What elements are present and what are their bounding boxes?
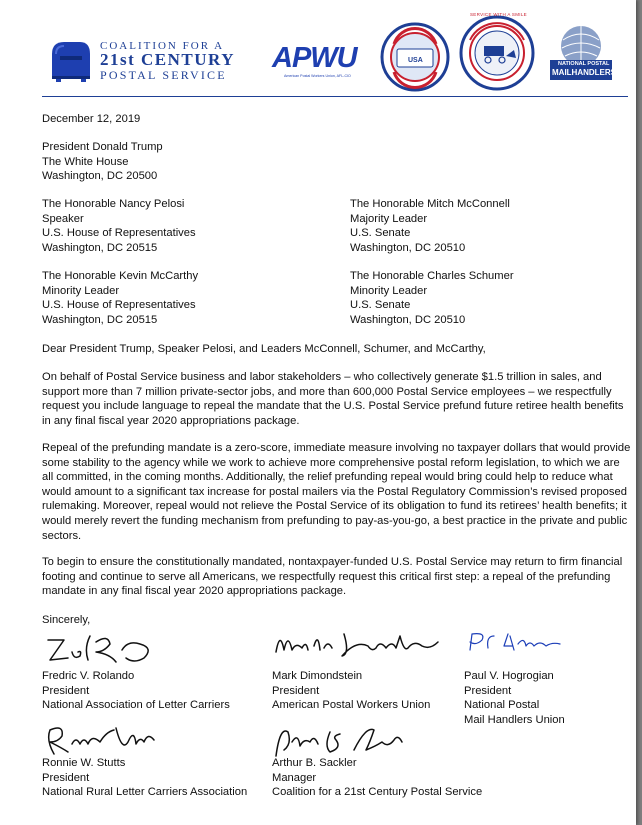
signer-org: National Postal — [464, 699, 540, 712]
mailbox-icon — [46, 36, 94, 82]
apwu-logo: APWU — [272, 42, 357, 74]
signer-hogrogian — [464, 669, 565, 727]
signature-rolando — [44, 630, 162, 666]
npmhu-logo-top: NATIONAL POSTAL — [558, 61, 610, 67]
signer-org: Mail Handlers Union — [464, 713, 565, 726]
npmhu-logo-bottom: MAILHANDLERS — [552, 68, 616, 77]
coalition-logo-line1: COALITION FOR A — [100, 40, 225, 52]
signer-rolando — [42, 669, 230, 713]
salutation: Dear President Trump, Speaker Pelosi, and Leaders McConnell, Schumer, and McCarthy, — [42, 343, 486, 355]
signer-name: Mark Dimondstein — [272, 670, 363, 682]
addressee-line: Speaker — [42, 212, 84, 225]
addressee-pelosi — [42, 197, 196, 255]
signer-title: President — [42, 771, 90, 784]
signature-stutts — [40, 722, 160, 758]
signer-name: Arthur B. Sackler — [272, 757, 357, 769]
signer-org: National Association of Letter Carriers — [42, 699, 230, 712]
signer-sackler — [272, 756, 482, 800]
coalition-logo-line2: 21st CENTURY — [100, 50, 235, 69]
addressee-line: Washington, DC 20510 — [350, 241, 466, 254]
body-paragraph-2: Repeal of the prefunding mandate is a zero-score, immediate measure involving no taxpayer dollars that would provide some stability to the agency while we work to achieve more comprehensive postal reform legislation, to which we are all committed, in the coming months. Additionally, the relief prefunding repeal would bring could help to reduce what would amount to a significant tax increase for postal mailers via the Postal Regulatory Commission’s revised proposed rulemaking. Moreover, repeal would not relieve the Postal Service of its obligation to fund its retirees’ health benefits; it would merely revert the funding mechanism from prefunding to pay-as-you-go, a best practice in the private and public sectors. — [42, 442, 631, 542]
addressee-line: Majority Leader — [350, 212, 428, 225]
addressee-line: The White House — [42, 155, 129, 168]
addressee-line: U.S. House of Representatives — [42, 227, 196, 240]
addressee-line: Minority Leader — [42, 284, 120, 297]
addressee-line: The Honorable Nancy Pelosi — [42, 198, 185, 210]
signature-dimondstein — [272, 626, 442, 660]
addressee-mccarthy — [42, 269, 198, 327]
addressee-line: U.S. House of Representatives — [42, 299, 196, 312]
body-paragraph-1: On behalf of Postal Service business and labor stakeholders – who collectively generate $1.5 trillion in sales, and support more than 7 million private-sector jobs, and more than 600,000 Postal Service employees – we respectfully request you include language to repeal the mandate that the U.S. Postal Service prefund future retiree health benefits in any final fiscal year 2020 appropriations package. — [42, 371, 624, 427]
signer-dimondstein — [272, 669, 430, 713]
signer-title: President — [272, 684, 320, 697]
apwu-tagline: American Postal Workers Union, AFL-CIO — [284, 74, 351, 78]
addressee-mcconnell — [350, 197, 510, 255]
addressee-schumer — [350, 269, 514, 327]
nalc-seal-usa: USA — [408, 57, 423, 64]
nrlca-seal — [458, 14, 536, 92]
signer-name: Fredric V. Rolando — [42, 670, 135, 682]
signature-hogrogian — [464, 628, 564, 658]
addressee-line: The Honorable Kevin McCarthy — [42, 270, 199, 282]
signer-name: Paul V. Hogrogian — [464, 670, 554, 682]
addressee-line: The Honorable Mitch McConnell — [350, 198, 510, 210]
closing: Sincerely, — [42, 614, 91, 626]
addressee-line: President Donald Trump — [42, 141, 163, 153]
body-paragraph-3: To begin to ensure the constitutionally mandated, nontaxpayer-funded U.S. Postal Service may return to firm financial footing and continue to serve all Americans, we respectfully request this critical first step: a repeal of the prefunding mandate in any final fiscal year 2020 appropriations package. — [42, 556, 623, 598]
letter-date: December 12, 2019 — [42, 113, 141, 125]
signer-name: Ronnie W. Stutts — [42, 757, 126, 769]
addressee-line: Washington, DC 20515 — [42, 241, 158, 254]
addressee-line: Minority Leader — [350, 284, 428, 297]
addressee-line: U.S. Senate — [350, 299, 411, 312]
signer-title: Manager — [272, 771, 317, 784]
signer-org: American Postal Workers Union — [272, 699, 431, 712]
letterhead — [0, 0, 636, 96]
nrlca-seal-top: SERVICE WITH A SMILE — [470, 12, 527, 17]
addressee-line: U.S. Senate — [350, 227, 411, 240]
signer-stutts — [42, 756, 247, 800]
signer-title: President — [464, 684, 512, 697]
signer-title: President — [42, 684, 90, 697]
addressee-line: Washington, DC 20515 — [42, 313, 158, 326]
addressee-line: The Honorable Charles Schumer — [350, 270, 514, 282]
signer-org: National Rural Letter Carriers Association — [42, 786, 248, 799]
addressee-line: Washington, DC 20510 — [350, 313, 466, 326]
letterhead-rule — [42, 96, 628, 97]
addressee-president — [42, 140, 163, 184]
nalc-seal — [380, 22, 450, 92]
coalition-logo-line3: POSTAL SERVICE — [100, 68, 227, 82]
signer-org: Coalition for a 21st Century Postal Service — [272, 786, 483, 799]
addressee-line: Washington, DC 20500 — [42, 170, 158, 183]
